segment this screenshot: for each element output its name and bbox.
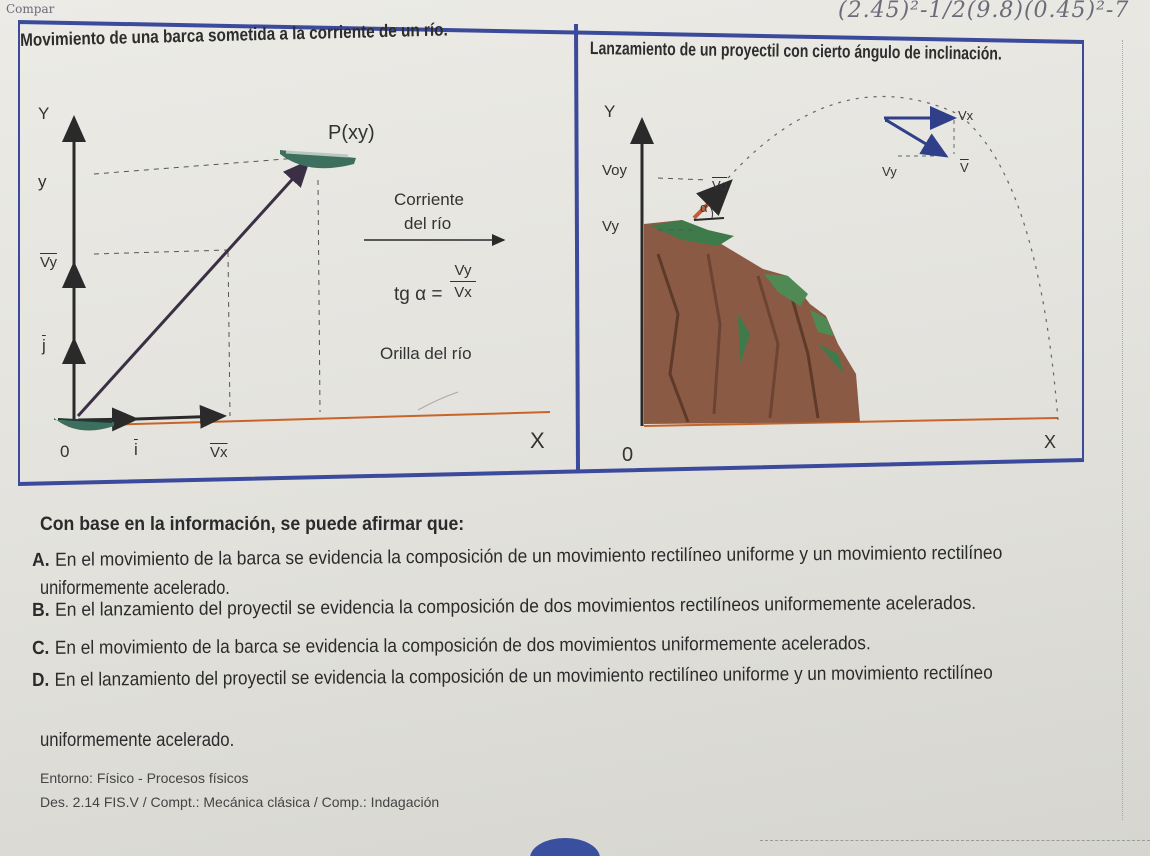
shore-label: Orilla del río (380, 344, 472, 363)
i-label: $\overline{i}$ (134, 440, 138, 459)
option-a-letter: A. (32, 549, 50, 571)
boat-p-icon (280, 150, 356, 168)
panel-divider (576, 24, 578, 472)
voy-label: Voy (602, 162, 628, 179)
question-text: Con base en la información, se puede afirmar que: (40, 514, 465, 535)
frame-border (18, 22, 1084, 484)
option-b-text: En el lanzamiento del proyectil se evidencia la composición de dos movimientos rectilíneos uniformemente acelerados. (54, 592, 977, 621)
option-a-text-continued: uniformemente acelerado. (40, 578, 230, 599)
right-panel-title: Lanzamiento de un proyectil con cierto ángulo de inclinación. (589, 38, 1002, 64)
option-a-continuation (40, 578, 230, 600)
fraction-numerator: Vy (454, 262, 472, 279)
tangent-label: tg α = (394, 284, 443, 305)
left-axis-x-label: X (530, 428, 545, 453)
margin-dotted-line (1122, 40, 1123, 820)
y-coordinate-label: y (38, 172, 47, 191)
option-d-continuation (40, 730, 234, 752)
option-d-text-continued: uniformemente acelerado. (40, 730, 235, 751)
figure-drawing (18, 14, 1084, 486)
figure-frame (18, 14, 1084, 486)
option-c[interactable] (32, 633, 871, 660)
top-vy-label: Vy (882, 164, 897, 179)
top-vx-label: Vx (958, 108, 974, 123)
point-label: P(xy) (328, 122, 375, 144)
option-d-letter: D. (32, 669, 50, 691)
fraction-denominator: Vx (454, 284, 472, 301)
option-a-text: En el movimiento de la barca se evidencia la composición de un movimiento rectilíneo uniforme y un movimiento rectilíneo (54, 542, 1003, 571)
current-label-line1: Corriente (394, 190, 464, 209)
page-tab-decoration (530, 838, 600, 856)
left-panel-title: Movimiento de una barca sometida a la corriente de un río. (20, 19, 448, 50)
resultant-vector (78, 162, 308, 416)
footer-line-2: Des. 2.14 FIS.V / Compt.: Mecánica clásica / Comp.: Indagación (40, 794, 440, 810)
left-axis-y-label: Y (38, 104, 50, 123)
left-origin-label: 0 (60, 442, 70, 461)
vy-label: $\overline{Vy}$ (40, 254, 57, 271)
tangent-fraction (450, 262, 476, 301)
scribble-top-right: (2.45)²-1/2(9.8)(0.45)²-7 (838, 0, 1130, 23)
footer-dotted-rule (760, 840, 1150, 841)
option-c-text: En el movimiento de la barca se evidencia la composición de dos movimientos uniformemente acelerados. (54, 633, 871, 659)
footer-line-1: Entorno: Físico - Procesos físicos (40, 770, 249, 786)
right-origin-label: 0 (622, 444, 634, 466)
vx-label: $\overline{Vx}$ (210, 444, 228, 461)
v-label: $\overline{V}$ (960, 160, 969, 175)
cliff-illustration (644, 220, 860, 424)
current-label-line2: del río (404, 214, 452, 233)
v-vector (886, 120, 946, 156)
right-axis-y-label: Y (604, 102, 616, 121)
right-vy-label: Vy (602, 218, 619, 235)
j-label: $\overline{j}$ (42, 336, 46, 355)
option-d-text: En el lanzamiento del proyectil se evidencia la composición de un movimiento rectilíneo uniforme y un movimiento rectilíneo (54, 662, 993, 691)
alpha-label: α (700, 200, 708, 215)
option-a[interactable] (32, 543, 1002, 572)
option-b-letter: B. (32, 599, 50, 621)
scribble-top-left: Compar (6, 2, 55, 16)
vo-label: $\overline{Vo}$ (712, 178, 728, 193)
right-axis-x-label: X (1044, 432, 1057, 452)
option-d[interactable] (32, 663, 993, 692)
option-c-letter: C. (32, 637, 50, 659)
